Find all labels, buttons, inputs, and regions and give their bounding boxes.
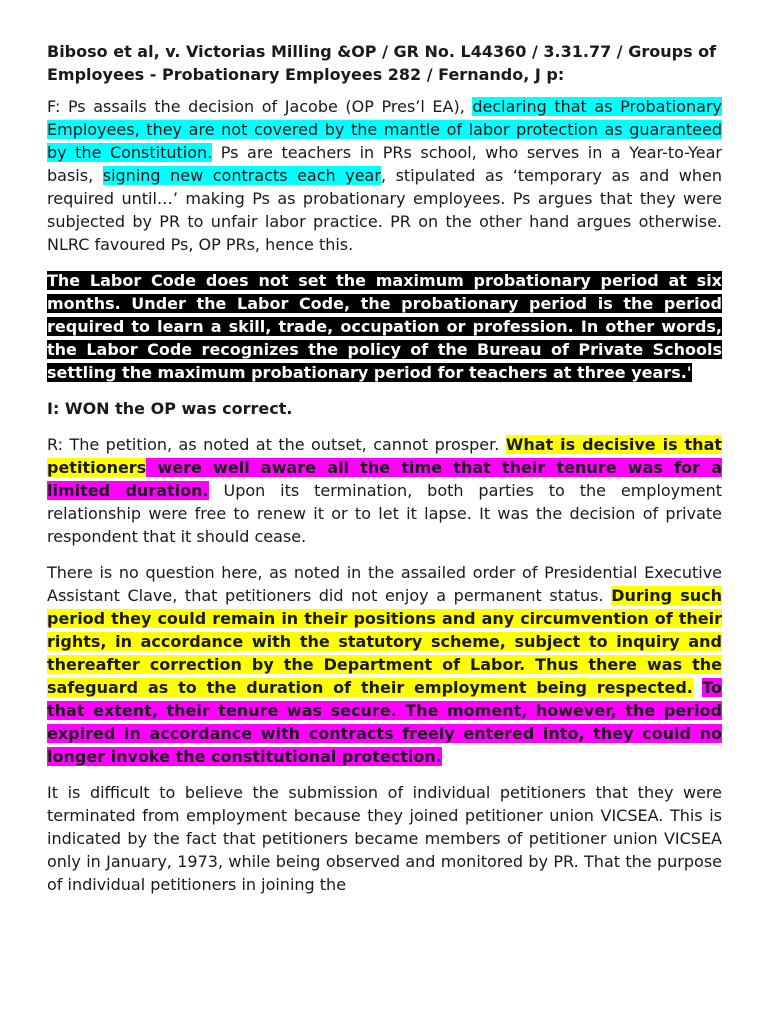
facts-text: Ps are teachers in PRs school, who serves in a Year-to-Year basis, [47,143,722,185]
labor-code-highlight: The Labor Code does not set the maximum probationary period at six months. Under the Labor Code, the probationary period is the period required to learn a skill, trade, occupation or profession. In other words, the Labor Code recognizes the policy of the Bureau of Private Schools settling the maximum probationary period for teachers at three years.' [47,271,722,382]
document-page [47,40,722,909]
ruling-text: R: The petition, as noted at the outset, cannot prosper. [47,435,506,454]
facts-paragraph [47,95,722,256]
case-title: Biboso et al, v. Victorias Milling &OP / GR No. L44360 / 3.31.77 / Groups of Employees - Probationary Employees 282 / Fernando, J p: [47,42,717,84]
facts-highlight-contracts: signing new contracts each year [102,166,381,185]
status-highlight-safeguard: During such period they could remain in their positions and any circumvention of their rights, in accordance with the statutory scheme, subject to inquiry and thereafter correction by the Department of Labor. Thus there was the safeguard as to the duration of their employment being respected. [47,586,722,697]
issue-heading: I: WON the OP was correct. [47,399,293,418]
ruling-paragraph [47,433,722,548]
ruling-highlight-decisive: What is decisive is that petitioners [47,435,723,477]
ruling-highlight-tenure: were well aware all the time that their tenure was for a limited duration. [47,458,722,500]
facts-text: , stipulated as ‘temporary as and when required until…’ making Ps as probationary employees. Ps argues that they were subjected by PR to unfair labor practice. PR on the other hand argues otherwise. NLRC favoured Ps, OP PRs, hence this. [47,166,723,254]
status-text [693,678,702,697]
status-text: There is no question here, as noted in the assailed order of Presidential Executive Assistant Clave, that petitioners did not enjoy a permanent status. [47,563,722,605]
status-highlight-secure: To that extent, their tenure was secure. The moment, however, the period expired in accordance with contracts freely entered into, they could no longer invoke the constitutional protection. [47,678,723,766]
facts-text: F: Ps assails the decision of Jacobe (OP Pres’l EA), [47,97,473,116]
labor-code-paragraph [47,269,722,384]
status-paragraph [47,561,722,768]
ruling-text: Upon its termination, both parties to the employment relationship were free to renew it or to let it lapse. It was the decision of private respondent that it should cease. [47,481,722,546]
union-paragraph: It is difficult to believe the submission of individual petitioners that they were terminated from employment because they joined petitioner union VICSEA. This is indicated by the fact that petitioners became members of petitioner union VICSEA only in January, 1973, while being observed and monitored by PR. That the purpose of individual petitioners in joining the [47,783,722,894]
facts-highlight-declaration: declaring that as Probationary Employees, they are not covered by the mantle of labor protection as guaranteed by the Constitution. [47,97,722,162]
